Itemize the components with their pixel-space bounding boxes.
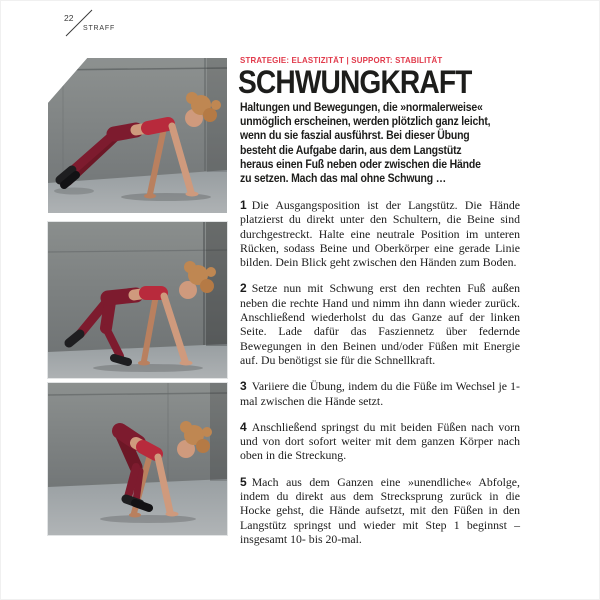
step-4-text: Anschließend springst du mit beiden Füßen nach vorn und von dort sofort weiter mit dem ganzen Körper nach oben in die Streckung. (240, 419, 520, 463)
step-1-number: 1 (240, 198, 247, 212)
step-5-text: Mach aus dem Ganzen eine »unendliche« Abfolge, indem du direkt aus dem Strecksprung zurück in die Hocke gehst, die Hände aufsetzt, mit den Füßen in den Langstütz springst und wieder mit Step 1 beginnst – insgesamt 10- bis 20-mal. (240, 474, 520, 546)
slash-icon (62, 8, 96, 38)
step-3 (240, 379, 520, 408)
chapter-label: STRAFF (83, 25, 116, 32)
step-4 (240, 420, 520, 463)
intro-paragraph: Haltungen und Bewegungen, die »normalerweise« unmöglich erscheinen, werden plötzlich ganz leicht, wenn du sie faszial ausführst. Bei dieser Übung besteht die Aufgabe darin, aus dem Langstütz heraus einen Fuß neben oder zwischen die Hände zu setzen. Mach das mal ohne Schwung … (240, 100, 491, 186)
page-corner-mark (60, 8, 120, 38)
wall-pillar (210, 383, 227, 481)
step-3-number: 3 (240, 379, 247, 394)
step-1 (240, 198, 520, 269)
exercise-steps (240, 198, 520, 558)
photo-3-illustration (48, 383, 227, 535)
photo-1-illustration (48, 58, 227, 213)
page-title: SCHWUNGKRAFT (238, 64, 472, 100)
step-2 (240, 281, 520, 367)
step-4-number: 4 (240, 419, 247, 434)
page-number: 22 (64, 13, 74, 23)
step-1-text: Die Ausgangsposition ist der Langstütz. Die Hände platzierst du direkt unter den Schultern, die Beine sind durchgestreckt. Halte eine neutrale Position im unteren Rücken, sodass Beine und Oberkörper eine gerade Linie bilden. Dein Blick geht zwischen den Händen zum Boden. (240, 198, 520, 270)
exercise-photo-crouch (48, 383, 227, 535)
strategy-kicker: STRATEGIE: ELASTIZITÄT | SUPPORT: STABILITÄT (240, 55, 443, 65)
step-3-text: Variiere die Übung, indem du die Füße im Wechsel je 1-mal zwischen die Hände setzt. (240, 379, 520, 408)
step-2-number: 2 (240, 281, 247, 296)
step-5-number: 5 (240, 474, 247, 489)
step-2-text: Setze nun mit Schwung erst den rechten Fuß außen neben die rechte Hand und nimm ihn dann wieder zurück. Anschließend wiederholst du das Ganze auf der linken Seite. Lade dafür das Fasziennetz über federnde Bewegungen in den Beinen und/oder Füßen mit Energie auf. Du benötigst sie für die Schnellkraft. (240, 281, 520, 367)
exercise-photo-lunge (48, 222, 227, 378)
photo-2-illustration (48, 222, 227, 378)
step-5 (240, 475, 520, 546)
exercise-photo-plank (48, 58, 227, 213)
